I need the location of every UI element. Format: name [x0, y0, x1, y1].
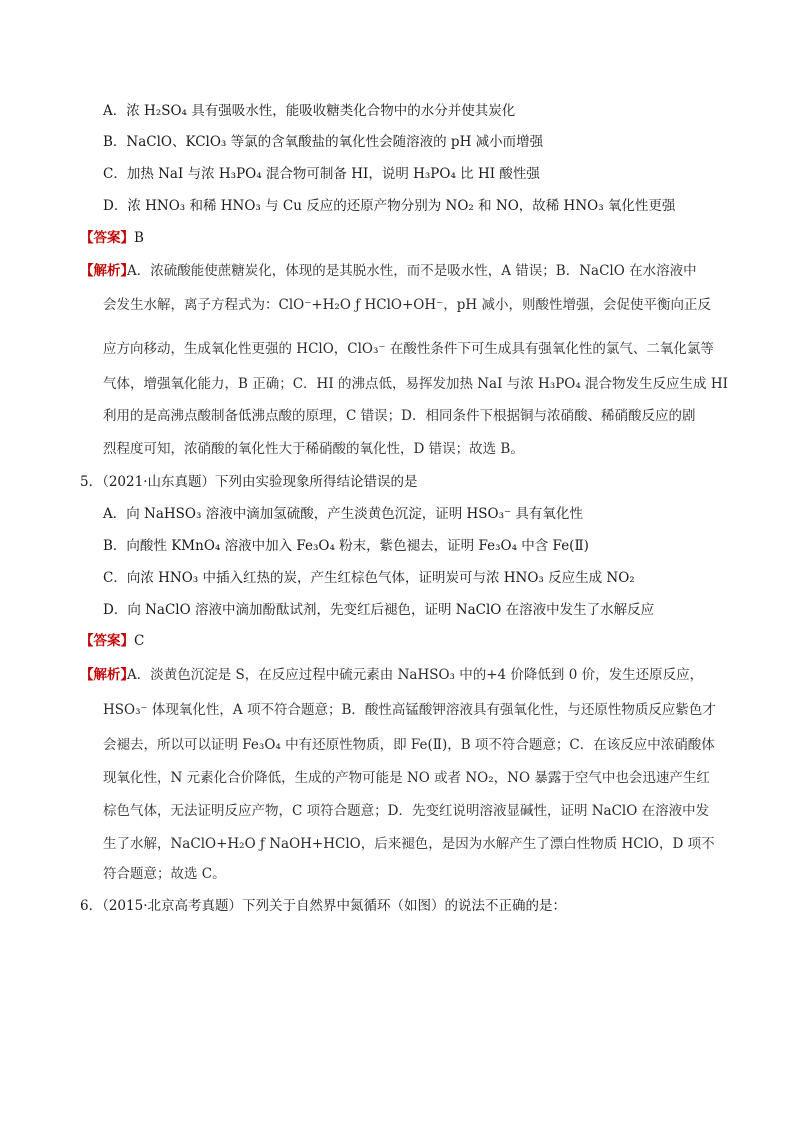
- q5-analysis-line: 生了水解，NaClO+H₂O ƒ NaOH+HClO，后来褪色，是因为水解产生了漂白性物质 HClO，D 项不: [103, 836, 715, 852]
- q5-option-a: A．向 NaHSO₃ 溶液中滴加氢硫酸，产生淡黄色沉淀，证明 HSO₃⁻ 具有氧化性: [103, 506, 583, 522]
- q5-analysis-line: 会褪去，所以可以证明 Fe₃O₄ 中有还原性物质，即 Fe(Ⅱ)，B 项不符合题意；C．在该反应中浓硝酸体: [103, 737, 715, 753]
- q6-stem: 6．（2015·北京高考真题）下列关于自然界中氮循环（如图）的说法不正确的是：: [80, 898, 566, 914]
- q4-option-b: B．NaClO、KClO₃ 等氯的含氧酸盐的氧化性会随溶液的 pH 减小而增强: [103, 134, 544, 150]
- q5-analysis-line: 符合题意；故选 C。: [103, 866, 226, 882]
- q5-answer: [80, 631, 144, 651]
- answer-tag: 【答案】: [80, 633, 134, 649]
- q4-analysis-line: 气体，增强氧化能力，B 正确；C．HI 的沸点低，易挥发加热 NaI 与浓 H₃PO₄ 混合物发生反应生成 HI: [103, 376, 728, 392]
- q4-option-a: A．浓 H₂SO₄ 具有强吸水性，能吸收糖类化合物中的水分并使其炭化: [103, 103, 516, 119]
- q5-option-b: B．向酸性 KMnO₄ 溶液中加入 Fe₃O₄ 粉末，紫色褪去，证明 Fe₃O₄ 中含 Fe(Ⅱ): [103, 538, 589, 554]
- q5-stem: 5．（2021·山东真题）下列由实验现象所得结论错误的是: [80, 474, 418, 490]
- q5-analysis-line: 现氧化性，N 元素化合价降低，生成的产物可能是 NO 或者 NO₂，NO 暴露于空气中也会迅速产生红: [103, 770, 710, 786]
- q5-analysis-line: 棕色气体，无法证明反应产物，C 项符合题意；D．先变红说明溶液显碱性，证明 NaClO 在溶液中发: [103, 803, 710, 819]
- q5-analysis-line: HSO₃⁻ 体现氧化性，A 项不符合题意；B．酸性高锰酸钾溶液具有强氧化性，与还原性物质反应紫色才: [103, 702, 716, 718]
- q4-analysis-line: 会发生水解，离子方程式为：ClO⁻+H₂O ƒ HClO+OH⁻，pH 减小，则酸性增强，会促使平衡向正反: [103, 297, 711, 313]
- q5-analysis-line: A．淡黄色沉淀是 S，在反应过程中硫元素由 NaHSO₃ 中的+4 价降低到 0 价，发生还原反应，: [127, 667, 704, 683]
- q4-analysis-tag: 【解析】: [80, 263, 134, 279]
- q5-option-c: C．向浓 HNO₃ 中插入红热的炭，产生红棕色气体，证明炭可与浓 HNO₃ 反应生成 NO₂: [103, 570, 635, 586]
- q4-analysis-line: 烈程度可知，浓硝酸的氧化性大于稀硝酸的氧化性，D 错误；故选 B。: [103, 441, 524, 457]
- q4-analysis-line: A．浓硫酸能使蔗糖炭化，体现的是其脱水性，而不是吸水性，A 错误；B．NaClO 在水溶液中: [127, 263, 697, 279]
- q5-option-d: D．向 NaClO 溶液中滴加酚酞试剂，先变红后褪色，证明 NaClO 在溶液中发生了水解反应: [103, 602, 655, 618]
- answer-tag: 【答案】: [80, 230, 134, 246]
- q4-analysis-line: 利用的是高沸点酸制备低沸点酸的原理，C 错误；D．相同条件下根据铜与浓硝酸、稀硝酸反应的剧: [103, 408, 696, 424]
- q4-option-c: C．加热 NaI 与浓 H₃PO₄ 混合物可制备 HI，说明 H₃PO₄ 比 HI 酸性强: [103, 166, 540, 182]
- q5-analysis-tag: 【解析】: [80, 667, 134, 683]
- q4-option-d: D．浓 HNO₃ 和稀 HNO₃ 与 Cu 反应的还原产物分别为 NO₂ 和 NO，故稀 HNO₃ 氧化性更强: [103, 198, 676, 214]
- answer-value: C: [134, 633, 145, 649]
- q4-answer: [80, 228, 144, 248]
- answer-value: B: [134, 230, 144, 246]
- q4-analysis-line: 应方向移动，生成氧化性更强的 HClO，ClO₃⁻ 在酸性条件下可生成具有强氧化性的氯气、二氧化氯等: [103, 341, 714, 357]
